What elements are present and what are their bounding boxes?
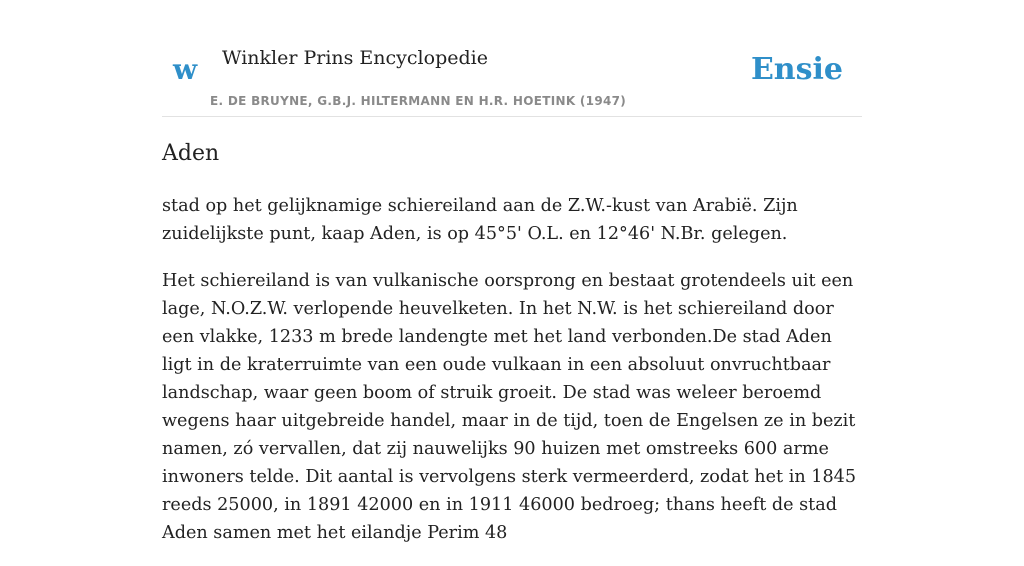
article-body <box>162 192 862 566</box>
encyclopedia-logo-icon[interactable]: w <box>173 53 198 86</box>
article-paragraph: Het schiereiland is van vulkanische oorsprong en bestaat grotendeels uit een lage, N.O.Z.W. verlopende heuvelketen. In het N.W. is het schiereiland door een vlakke, 1233 m brede landengte met het land verbonden.De stad Aden ligt in de kraterruimte van een oude vulkaan in een absoluut onvruchtbaar landschap, waar geen boom of struik groeit. De stad was weleer beroemd wegens haar uitgebreide handel, maar in de tijd, toen de Engelsen ze in bezit namen, zó vervallen, dat zij nauwelijks 90 huizen met omstreeks 600 arme inwoners telde. Dit aantal is vervolgens sterk vermeerderd, zodat het in 1845 reeds 25000, in 1891 42000 en in 1911 46000 bedroeg; thans heeft de stad Aden samen met het eilandje Perim 48 <box>162 271 857 543</box>
encyclopedia-authors: E. DE BRUYNE, G.B.J. HILTERMANN EN H.R. HOETINK (1947) <box>210 94 627 108</box>
encyclopedia-title[interactable]: Winkler Prins Encyclopedie <box>222 47 488 69</box>
article-title: Aden <box>162 141 220 166</box>
article-paragraph: stad op het gelijknamige schiereiland aan de Z.W.-kust van Arabië. Zijn zuidelijkste punt, kaap Aden, is op 45°5' O.L. en 12°46' N.Br. gelegen. <box>162 196 798 244</box>
ensie-logo[interactable]: Ensie <box>750 52 843 87</box>
header <box>162 0 862 117</box>
page <box>162 0 862 543</box>
